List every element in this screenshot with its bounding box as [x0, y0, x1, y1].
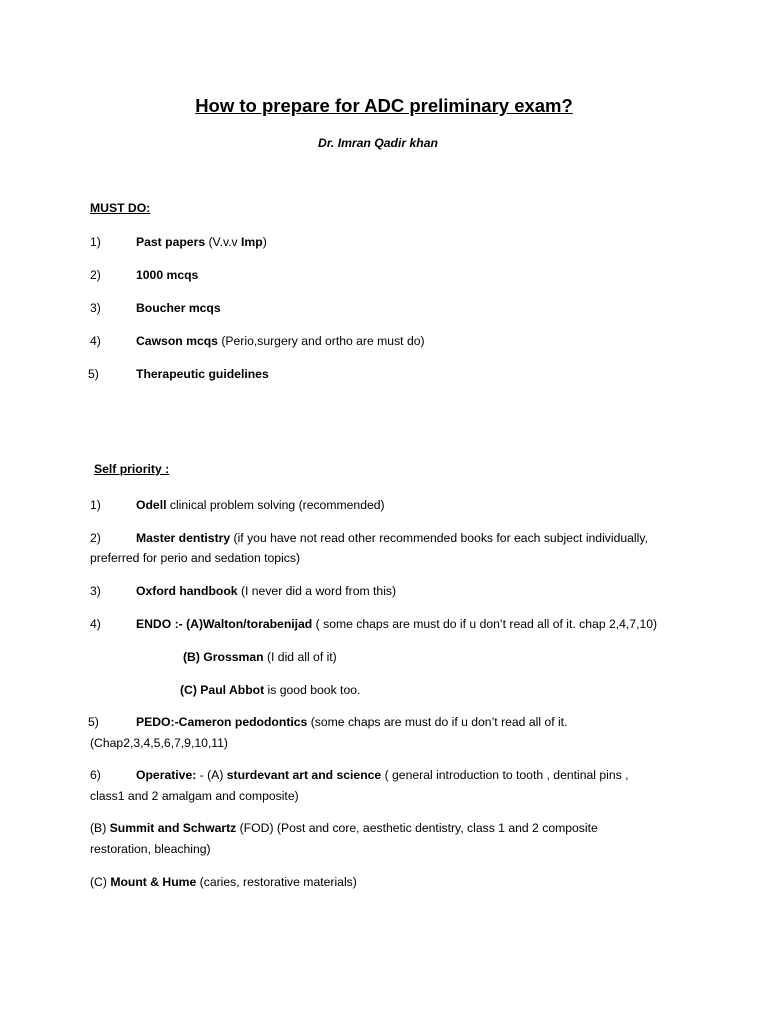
item-number: 5) [88, 715, 99, 729]
item-text: (V.v.v [205, 235, 242, 249]
item-text-2: ) [262, 235, 267, 249]
item-prefix: (C) [90, 875, 111, 889]
item-bold: (C) Paul Abbot [180, 683, 265, 697]
item-prefix: (B) [90, 821, 110, 835]
item-bold: Odell [136, 498, 167, 512]
item-bold: Summit and Schwartz [109, 821, 237, 835]
item-bold-2: sturdevant art and science [226, 768, 382, 782]
item-bold: Operative: [136, 768, 197, 782]
item-number: 2) [90, 268, 101, 282]
item-number: 1) [90, 235, 101, 249]
must-do-heading: MUST DO: [90, 201, 151, 215]
item-bold: 1000 mcqs [136, 268, 199, 282]
item-text: (FOD) (Post and core, aesthetic dentistry, class 1 and 2 composite [236, 821, 598, 835]
item-bold: Mount & Hume [110, 875, 197, 889]
priority-item-continuation: preferred for perio and sedation topics) [90, 551, 301, 565]
priority-subitem [183, 647, 337, 668]
page-title: How to prepare for ADC preliminary exam? [195, 95, 573, 116]
self-priority-heading: Self priority : [94, 462, 170, 476]
item-text-2: ( general introduction to tooth , dentinal pins , [381, 768, 629, 782]
item-bold: Cawson mcqs [136, 334, 218, 348]
item-bold: (B) Grossman [183, 650, 264, 664]
item-bold: PEDO:-Cameron pedodontics [136, 715, 308, 729]
priority-item-continuation: restoration, bleaching) [90, 842, 211, 856]
item-number: 5) [88, 367, 99, 381]
item-number: 3) [90, 584, 101, 598]
item-number: 6) [90, 768, 101, 782]
item-text: (if you have not read other recommended books for each subject individually, [230, 531, 648, 545]
item-text: (I never did a word from this) [237, 584, 397, 598]
priority-subitem [90, 818, 598, 839]
item-number: 4) [90, 617, 101, 631]
item-text: ( some chaps are must do if u don’t read all of it. chap 2,4,7,10) [312, 617, 658, 631]
item-bold: Boucher mcqs [136, 301, 221, 315]
item-number: 3) [90, 301, 101, 315]
item-number: 2) [90, 531, 101, 545]
item-bold: Oxford handbook [136, 584, 238, 598]
item-bold: Master dentistry [136, 531, 231, 545]
item-number: 4) [90, 334, 101, 348]
item-number: 1) [90, 498, 101, 512]
item-text: - (A) [196, 768, 227, 782]
priority-item-continuation: (Chap2,3,4,5,6,7,9,10,11) [90, 736, 228, 750]
item-bold: Past papers [136, 235, 206, 249]
item-text: is good book too. [264, 683, 361, 697]
item-text: (I did all of it) [263, 650, 337, 664]
item-text: (some chaps are must do if u don’t read all of it. [307, 715, 568, 729]
item-text: clinical problem solving (recommended) [166, 498, 385, 512]
author-line: Dr. Imran Qadir khan [318, 136, 438, 150]
item-text: (Perio,surgery and ortho are must do) [217, 334, 425, 348]
item-bold-2: Imp [241, 235, 263, 249]
priority-subitem [180, 680, 360, 701]
item-bold: Therapeutic guidelines [136, 367, 269, 381]
priority-item-continuation: class1 and 2 amalgam and composite) [90, 789, 299, 803]
priority-subitem [90, 872, 357, 893]
item-bold: ENDO :- (A)Walton/torabenijad [136, 617, 313, 631]
item-text: (caries, restorative materials) [196, 875, 357, 889]
